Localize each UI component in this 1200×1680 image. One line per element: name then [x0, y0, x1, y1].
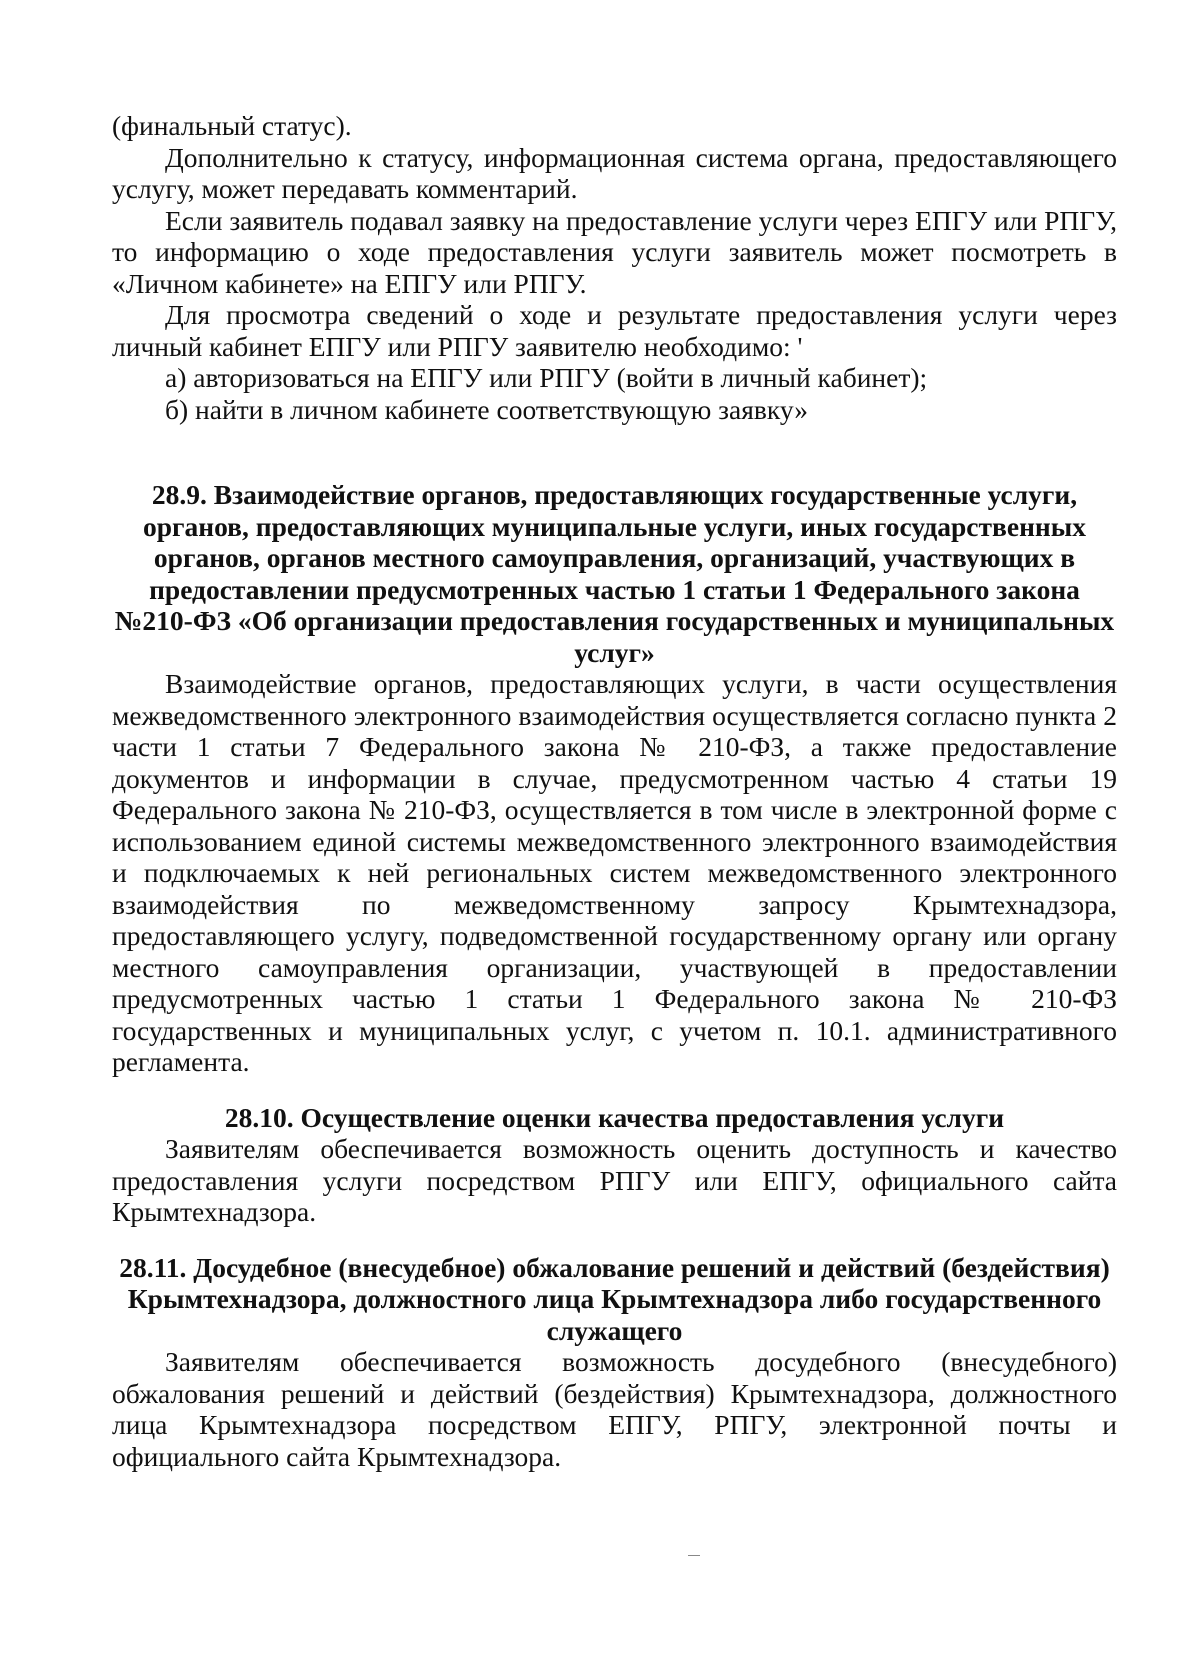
- section-heading-28-11: 28.11. Досудебное (внесудебное) обжалование решений и действий (бездействия) Крымтехнадзора, должностного лица Крымтехнадзора либо государственного служащего: [119, 1251, 1110, 1346]
- scan-speck: [688, 1555, 700, 1556]
- section-body-28-9: Взаимодействие органов, предоставляющих услуги, в части осуществления межведомственного электронного взаимодействия осуществляется согласно пункта 2 части 1 статьи 7 Федерального закона № 210-ФЗ, а также предоставление документов и информации в случае, предусмотренном частью 4 статьи 19 Федерального закона № 210-ФЗ, осуществляется в том числе в электронной форме с использованием единой системы межведомственного электронного взаимодействия и подключаемых к ней региональных систем межведомственного электронного взаимодействия по межведомственному запросу Крымтехнадзора, предоставляющего услугу, подведомственной государственному органу или органу местного самоуправления организации, участвующей в предоставлении предусмотренных частью 1 статьи 1 Федерального закона № 210-ФЗ государственных и муниципальных услуг, с учетом п. 10.1. административного регламента.: [112, 668, 1117, 1077]
- intro-paragraph-comment: Дополнительно к статусу, информационная система органа, предоставляющего услугу, может передавать комментарий.: [112, 141, 1117, 204]
- list-item-a: а) авторизоваться на ЕПГУ или РПГУ (войти в личный кабинет);: [165, 362, 928, 393]
- intro-paragraph-cabinet: Если заявитель подавал заявку на предоставление услуги через ЕПГУ или РПГУ, то информацию о ходе предоставления услуги заявитель может посмотреть в «Личном кабинете» на ЕПГУ или РПГУ.: [112, 204, 1117, 299]
- section-heading-28-9: 28.9. Взаимодействие органов, предоставляющих государственные услуги, органов, предоставляющих муниципальные услуги, иных государственных органов, органов местного самоуправления, организаций, участвующих в предоставлении предусмотренных частью 1 статьи 1 Федерального закона №210-ФЗ «Об организации предоставления государственных и муниципальных услуг»: [114, 479, 1115, 668]
- list-item-b: б) найти в личном кабинете соответствующую заявку»: [165, 393, 809, 425]
- section-body-28-10: Заявителям обеспечивается возможность оценить доступность и качество предоставления услуги посредством РПГУ или ЕПГУ, официального сайта Крымтехнадзора.: [112, 1133, 1117, 1227]
- document-body: [112, 110, 1117, 1472]
- section-body-28-11: Заявителям обеспечивается возможность досудебного (внесудебного) обжалования решений и действий (бездействия) Крымтехнадзора, должностного лица Крымтехнадзора посредством ЕПГУ, РПГУ, электронной почты и официального сайта Крымтехнадзора.: [112, 1346, 1117, 1472]
- intro-paragraph-status: (финальный статус).: [112, 110, 352, 141]
- section-heading-28-10: 28.10. Осуществление оценки качества предоставления услуги: [224, 1101, 1005, 1133]
- intro-paragraph-viewing: Для просмотра сведений о ходе и результате предоставления услуги через личный кабинет ЕПГУ или РПГУ заявителю необходимо: ': [112, 299, 1117, 362]
